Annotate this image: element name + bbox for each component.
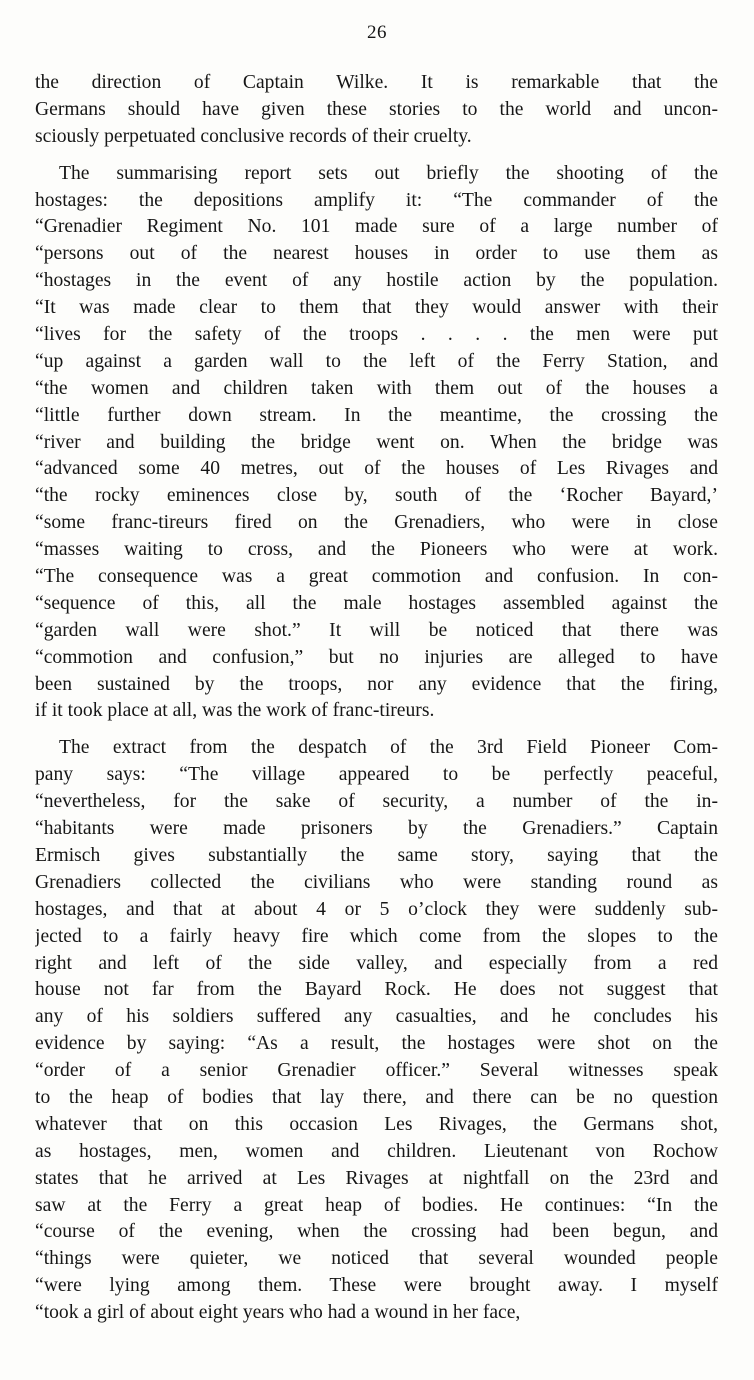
text-line: any of his soldiers suffered any casualties, and he concludes his bbox=[35, 1006, 718, 1028]
text-line: “were lying among them. These were brought away. I myself bbox=[35, 1275, 718, 1297]
text-line: “the rocky eminences close by, south of the ‘Rocher Bayard,’ bbox=[35, 485, 718, 507]
text-line: jected to a fairly heavy fire which come from the slopes to the bbox=[35, 925, 718, 947]
text-line: “The consequence was a great commotion and confusion. In con- bbox=[35, 566, 718, 588]
text-line: The extract from the despatch of the 3rd Field Pioneer Com- bbox=[59, 737, 718, 759]
text-line: house not far from the Bayard Rock. He does not suggest that bbox=[35, 979, 718, 1001]
text-line: to the heap of bodies that lay there, and there can be no question bbox=[35, 1086, 718, 1108]
text-line: “advanced some 40 metres, out of the houses of Les Rivages and bbox=[35, 458, 718, 480]
text-line: “little further down stream. In the meantime, the crossing the bbox=[35, 404, 718, 426]
text-line: hostages, and that at about 4 or 5 o’clock they were suddenly sub- bbox=[35, 898, 718, 920]
text-line: “sequence of this, all the male hostages assembled against the bbox=[35, 592, 718, 614]
text-line: “garden wall were shot.” It will be noticed that there was bbox=[35, 619, 718, 641]
text-line: “nevertheless, for the sake of security, a number of the in- bbox=[35, 791, 718, 813]
text-line: The summarising report sets out briefly the shooting of the bbox=[59, 162, 718, 184]
page-number: 26 bbox=[367, 22, 387, 43]
text-line: “river and building the bridge went on. When the bridge was bbox=[35, 431, 718, 453]
text-line: evidence by saying: “As a result, the hostages were shot on the bbox=[35, 1033, 718, 1055]
paragraph bbox=[35, 70, 718, 151]
text-line: “course of the evening, when the crossing had been begun, and bbox=[35, 1221, 718, 1243]
text-line: been sustained by the troops, nor any evidence that the firing, bbox=[35, 673, 718, 695]
text-line: “habitants were made prisoners by the Grenadiers.” Captain bbox=[35, 818, 718, 840]
paragraph bbox=[35, 735, 718, 1327]
text-line: if it took place at all, was the work of franc-tireurs. bbox=[35, 700, 435, 722]
text-line: “some franc-tireurs fired on the Grenadiers, who were in close bbox=[35, 512, 718, 534]
text-line: “things were quieter, we noticed that several wounded people bbox=[35, 1248, 718, 1270]
text-line: “lives for the safety of the troops . . . . the men were put bbox=[35, 324, 718, 346]
body-text bbox=[35, 70, 718, 1327]
text-line: Germans should have given these stories to the world and uncon- bbox=[35, 98, 718, 120]
text-line: “took a girl of about eight years who had a wound in her face, bbox=[35, 1302, 521, 1324]
text-line: “the women and children taken with them out of the houses a bbox=[35, 377, 718, 399]
text-line: pany says: “The village appeared to be perfectly peaceful, bbox=[35, 764, 718, 786]
text-line: “up against a garden wall to the left of the Ferry Station, and bbox=[35, 350, 718, 372]
paragraph bbox=[35, 161, 718, 726]
text-line: states that he arrived at Les Rivages at nightfall on the 23rd and bbox=[35, 1167, 718, 1189]
text-line: right and left of the side valley, and especially from a red bbox=[35, 952, 718, 974]
text-line: the direction of Captain Wilke. It is remarkable that the bbox=[35, 72, 718, 93]
text-line: hostages: the depositions amplify it: “The commander of the bbox=[35, 189, 718, 211]
paragraph-gap bbox=[35, 725, 718, 735]
text-line: “masses waiting to cross, and the Pioneers who were at work. bbox=[35, 539, 718, 561]
text-line: sciously perpetuated conclusive records of their cruelty. bbox=[35, 125, 472, 147]
text-line: “Grenadier Regiment No. 101 made sure of a large number of bbox=[35, 216, 718, 238]
text-line: whatever that on this occasion Les Rivages, the Germans shot, bbox=[35, 1113, 718, 1135]
text-line: Grenadiers collected the civilians who were standing round as bbox=[35, 871, 718, 893]
text-line: as hostages, men, women and children. Lieutenant von Rochow bbox=[35, 1140, 718, 1162]
text-line: Ermisch gives substantially the same story, saying that the bbox=[35, 844, 718, 866]
text-line: “order of a senior Grenadier officer.” Several witnesses speak bbox=[35, 1060, 718, 1082]
text-line: “commotion and confusion,” but no injuries are alleged to have bbox=[35, 646, 718, 668]
text-line: saw at the Ferry a great heap of bodies. He continues: “In the bbox=[35, 1194, 718, 1216]
text-line: “It was made clear to them that they would answer with their bbox=[35, 297, 718, 319]
paragraph-gap bbox=[35, 151, 718, 161]
text-line: “persons out of the nearest houses in order to use them as bbox=[35, 243, 718, 265]
text-line: “hostages in the event of any hostile action by the population. bbox=[35, 270, 718, 292]
